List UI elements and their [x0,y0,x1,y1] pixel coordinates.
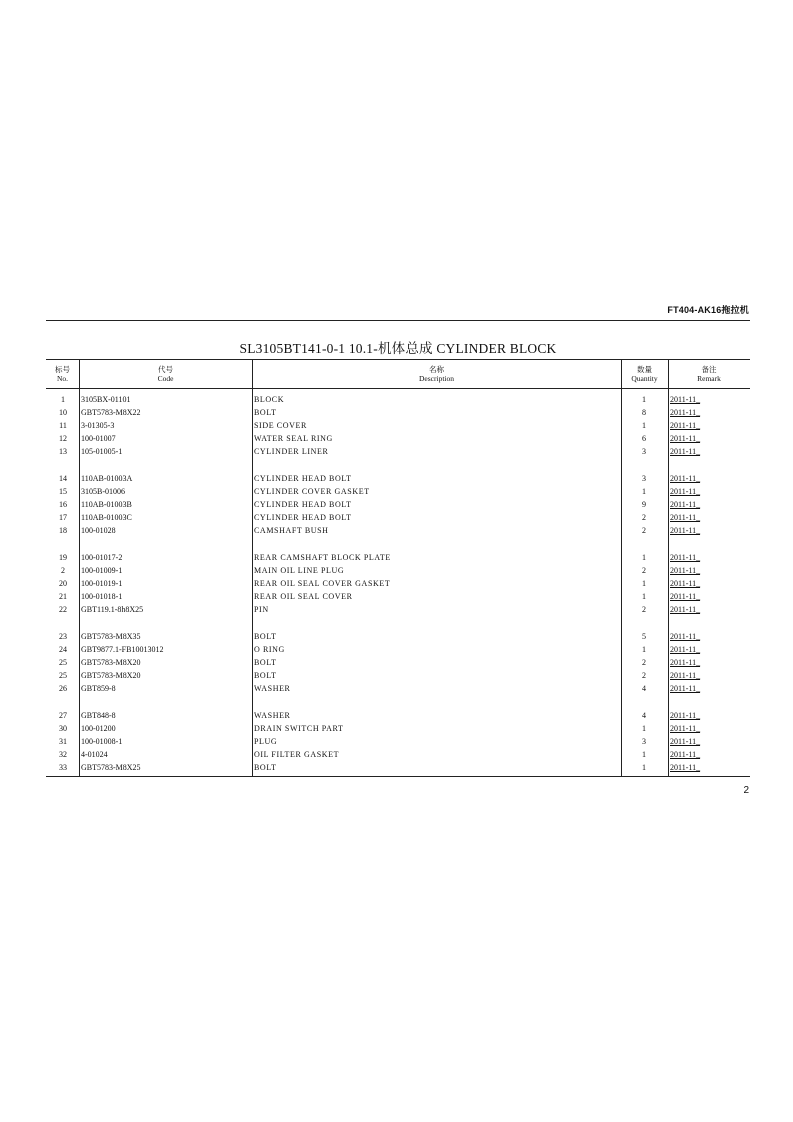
cell-remark: 2011-11_ [670,658,701,667]
cell-quantity: 1 [642,395,646,404]
col-header-remark-en: Remark [697,373,721,383]
table-row [46,406,750,419]
cell-no: 17 [59,513,67,522]
cell-remark: 2011-11_ [670,500,701,509]
table-row [46,643,750,656]
cell-code: 100-01008-1 [81,737,123,746]
cell-remark: 2011-11_ [670,645,701,654]
cell-remark: 2011-11_ [670,566,701,575]
table-row [46,485,750,498]
table-row [46,709,750,722]
cell-description: DRAIN SWITCH PART [254,724,344,733]
cell-no: 19 [59,553,67,562]
cell-remark: 2011-11_ [670,632,701,641]
cell-description: WASHER [254,711,291,720]
page-number: 2 [743,785,749,796]
cell-no: 30 [59,724,67,733]
cell-quantity: 1 [642,724,646,733]
cell-code: 100-01017-2 [81,553,123,562]
col-header-no-en: No. [56,373,69,383]
cell-remark: 2011-11_ [670,605,701,614]
cell-remark: 2011-11_ [670,434,701,443]
col-header-description [252,359,621,388]
cell-code: 100-01009-1 [81,566,123,575]
table-row [46,472,750,485]
cell-no: 1 [61,395,65,404]
cell-remark: 2011-11_ [670,750,701,759]
table-row [46,682,750,695]
cell-description: CYLINDER COVER GASKET [254,487,370,496]
cell-code: GBT859-8 [81,684,116,693]
col-header-quantity [621,359,668,388]
cell-description: CYLINDER HEAD BOLT [254,513,352,522]
cell-no: 14 [59,474,67,483]
col-header-quantity-zh: 数量 [637,364,652,374]
cell-code: 110AB-01003C [81,513,132,522]
table-row [46,551,750,564]
cell-code: 110AB-01003A [81,474,133,483]
cell-code: 100-01028 [81,526,116,535]
cell-code: 100-01007 [81,434,116,443]
cell-remark: 2011-11_ [670,711,701,720]
cell-remark: 2011-11_ [670,395,701,404]
cell-description: CYLINDER HEAD BOLT [254,500,352,509]
page-title: SL3105BT141-0-1 10.1-机体总成 CYLINDER BLOCK [239,341,557,356]
cell-no: 11 [59,421,67,430]
cell-code: 3105B-01006 [81,487,125,496]
cell-code: GBT119.1-8h8X25 [81,605,144,614]
cell-code: GBT5783-M8X20 [81,658,141,667]
cell-remark: 2011-11_ [670,553,701,562]
col-header-no-zh: 标号 [55,364,70,374]
cell-remark: 2011-11_ [670,447,701,456]
cell-quantity: 1 [642,487,646,496]
cell-description: MAIN OIL LINE PLUG [254,566,345,575]
cell-no: 12 [59,434,67,443]
cell-remark: 2011-11_ [670,592,701,601]
cell-no: 32 [59,750,67,759]
cell-no: 25 [59,658,67,667]
cell-quantity: 9 [642,500,646,509]
cell-no: 26 [59,684,67,693]
table-row [46,524,750,537]
cell-quantity: 4 [642,711,646,720]
cell-description: WASHER [254,684,291,693]
cell-remark: 2011-11_ [670,474,701,483]
cell-quantity: 2 [642,658,646,667]
cell-no: 20 [59,579,67,588]
cell-description: REAR CAMSHAFT BLOCK PLATE [254,553,391,562]
cell-quantity: 1 [642,592,646,601]
cell-code: GBT9877.1-FB10013012 [81,645,164,654]
cell-description: BOLT [254,658,277,667]
table-row [46,669,750,682]
table-row [46,748,750,761]
cell-quantity: 1 [642,763,646,772]
cell-description: BOLT [254,632,277,641]
cell-remark: 2011-11_ [670,724,701,733]
cell-no: 15 [59,487,67,496]
cell-quantity: 3 [642,474,646,483]
cell-description: PLUG [254,737,278,746]
cell-code: 110AB-01003B [81,500,132,509]
col-header-quantity-en: Quantity [631,373,658,383]
cell-quantity: 2 [642,566,646,575]
cell-quantity: 4 [642,684,646,693]
col-header-remark-zh: 备注 [701,364,717,374]
table-row [46,630,750,643]
cell-description: REAR OIL SEAL COVER [254,592,353,601]
model-label: FT404-AK16拖拉机 [667,305,749,315]
cell-code: 100-01019-1 [81,579,123,588]
cell-code: GBT5783-M8X20 [81,671,141,680]
col-header-remark [668,359,750,388]
cell-description: SIDE COVER [254,421,307,430]
cell-code: 100-01200 [81,724,116,733]
cell-no: 10 [59,408,67,417]
cell-description: CYLINDER HEAD BOLT [254,474,352,483]
col-header-code-zh: 代号 [158,364,173,374]
table-row [46,564,750,577]
cell-code: GBT848-8 [81,711,116,720]
cell-description: BLOCK [254,395,285,404]
cell-description: CYLINDER LINER [254,447,329,456]
cell-quantity: 1 [642,579,646,588]
cell-code: 3105BX-01101 [81,395,131,404]
parts-table [46,359,750,777]
cell-quantity: 2 [642,605,646,614]
cell-code: 105-01005-1 [81,447,123,456]
cell-no: 23 [59,632,67,641]
cell-description: WATER SEAL RING [254,434,333,443]
cell-remark: 2011-11_ [670,421,701,430]
cell-quantity: 1 [642,645,646,654]
col-header-description-zh: 名称 [429,364,444,374]
cell-code: GBT5783-M8X22 [81,408,141,417]
cell-code: 100-01018-1 [81,592,123,601]
cell-quantity: 8 [642,408,646,417]
table-row [46,761,750,774]
cell-description: CAMSHAFT BUSH [254,526,329,535]
cell-no: 31 [59,737,67,746]
table-row [46,498,750,511]
cell-code: 3-01305-3 [81,421,115,430]
cell-no: 25 [59,671,67,680]
cell-code: GBT5783-M8X25 [81,763,141,772]
table-row [46,445,750,458]
col-header-no [46,359,79,388]
table-row [46,590,750,603]
col-header-code [79,359,252,388]
cell-code: GBT5783-M8X35 [81,632,141,641]
cell-no: 21 [59,592,67,601]
cell-no: 13 [59,447,67,456]
cell-quantity: 1 [642,553,646,562]
table-row [46,419,750,432]
cell-description: BOLT [254,671,277,680]
table-row [46,511,750,524]
cell-remark: 2011-11_ [670,408,701,417]
cell-quantity: 3 [642,737,646,746]
cell-quantity: 1 [642,421,646,430]
cell-description: O RING [254,645,285,654]
cell-quantity: 2 [642,671,646,680]
cell-remark: 2011-11_ [670,526,701,535]
cell-quantity: 3 [642,447,646,456]
cell-code: 4-01024 [81,750,108,759]
table-row [46,656,750,669]
cell-no: 24 [59,645,67,654]
cell-no: 16 [59,500,67,509]
cell-quantity: 5 [642,632,646,641]
cell-description: BOLT [254,763,277,772]
cell-no: 22 [59,605,67,614]
cell-description: OIL FILTER GASKET [254,750,340,759]
cell-quantity: 2 [642,513,646,522]
cell-no: 27 [59,711,67,720]
cell-remark: 2011-11_ [670,684,701,693]
cell-remark: 2011-11_ [670,579,701,588]
cell-remark: 2011-11_ [670,513,701,522]
cell-description: PIN [254,605,269,614]
cell-no: 2 [61,566,65,575]
col-header-description-en: Description [419,373,454,383]
header-bottom-rule [46,388,750,389]
col-header-code-en: Code [157,373,174,383]
table-row [46,603,750,616]
cell-description: REAR OIL SEAL COVER GASKET [254,579,391,588]
cell-no: 33 [59,763,67,772]
cell-remark: 2011-11_ [670,763,701,772]
table-row [46,577,750,590]
table-row [46,393,750,406]
cell-remark: 2011-11_ [670,487,701,496]
top-rule [46,320,750,321]
cell-quantity: 6 [642,434,646,443]
cell-no: 18 [59,526,67,535]
cell-description: BOLT [254,408,277,417]
table-row [46,722,750,735]
cell-remark: 2011-11_ [670,671,701,680]
table-row [46,432,750,445]
cell-remark: 2011-11_ [670,737,701,746]
cell-quantity: 1 [642,750,646,759]
table-row [46,735,750,748]
cell-quantity: 2 [642,526,646,535]
table-bottom-rule [46,776,750,777]
